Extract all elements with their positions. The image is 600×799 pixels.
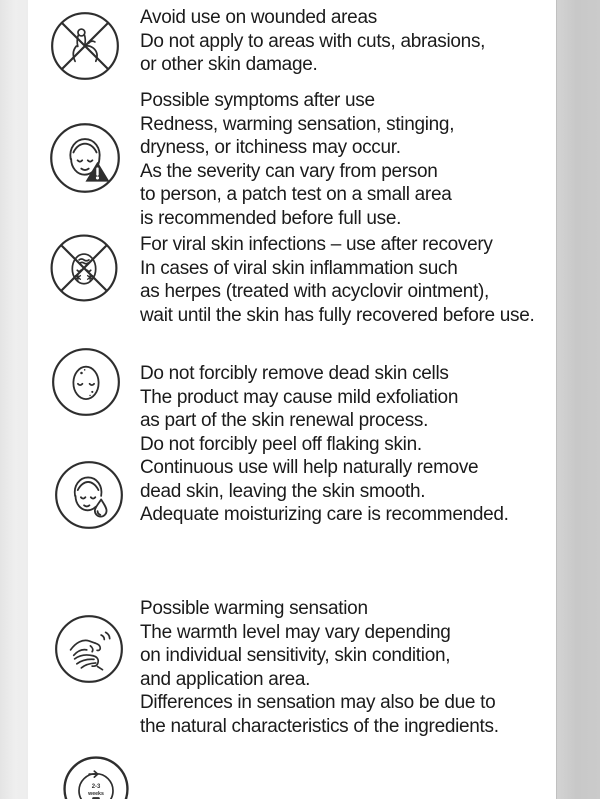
section-dead-skin: [140, 362, 509, 527]
section-text-line: wait until the skin has fully recovered before use.: [140, 304, 535, 326]
moisturizing-face-icon: [53, 459, 125, 531]
section-text-line: the natural characteristics of the ingredients.: [140, 715, 499, 737]
section-text-line: Adequate moisturizing care is recommended.: [140, 504, 509, 525]
section-text-line: as herpes (treated with acyclovir ointment),: [140, 281, 490, 302]
section-text-line: Do not apply to areas with cuts, abrasions,: [140, 30, 486, 52]
section-text-line: or other skin damage.: [140, 54, 318, 75]
section-wounded-areas: [140, 6, 485, 77]
section-title: Possible warming sensation: [140, 598, 368, 619]
cycle-label-weeks-count: 2-3: [91, 784, 101, 791]
section-viral-infections: [140, 233, 534, 327]
section-text-line: to person, a patch test on a small area: [140, 184, 452, 205]
dead-skin-face-icon: [50, 346, 122, 418]
section-title: Do not forcibly remove dead skin cells: [140, 363, 449, 384]
symptoms-warning-face-icon: [48, 121, 122, 195]
section-text-line: Continuous use will help naturally remove: [140, 457, 479, 478]
right-gutter: [556, 0, 600, 799]
section-text-line: on individual sensitivity, skin condition,: [140, 645, 451, 666]
section-text-line: as part of the skin renewal process.: [140, 410, 429, 431]
left-gutter: [0, 0, 28, 799]
section-title: Avoid use on wounded areas: [140, 7, 377, 28]
section-text-line: is recommended before full use.: [140, 207, 402, 229]
section-warming: [140, 597, 499, 738]
no-viral-infection-face-icon: [48, 232, 120, 304]
section-text-line: and application area.: [140, 668, 311, 690]
section-text-line: As the severity can vary from person: [140, 160, 438, 182]
section-text-line: Do not forcibly peel off flaking skin.: [140, 433, 422, 455]
section-text-line: In cases of viral skin inflammation such: [140, 257, 458, 279]
no-use-on-wounds-icon: [49, 10, 121, 82]
section-symptoms: [140, 89, 454, 230]
section-text-line: The product may cause mild exfoliation: [140, 386, 459, 408]
section-text-line: Redness, warming sensation, stinging,: [140, 113, 455, 135]
section-text-line: The warmth level may vary depending: [140, 621, 451, 643]
section-title: For viral skin infections – use after recovery: [140, 234, 493, 255]
renewal-cycle-icon: [62, 755, 130, 799]
section-text-line: dead skin, leaving the skin smooth.: [140, 480, 426, 502]
cycle-label-weeks-word: weeks: [88, 790, 104, 797]
section-text-line: Differences in sensation may also be due to: [140, 692, 496, 713]
section-text-line: dryness, or itchiness may occur.: [140, 137, 401, 158]
warming-hands-icon: [53, 613, 125, 685]
section-title: Possible symptoms after use: [140, 90, 375, 111]
